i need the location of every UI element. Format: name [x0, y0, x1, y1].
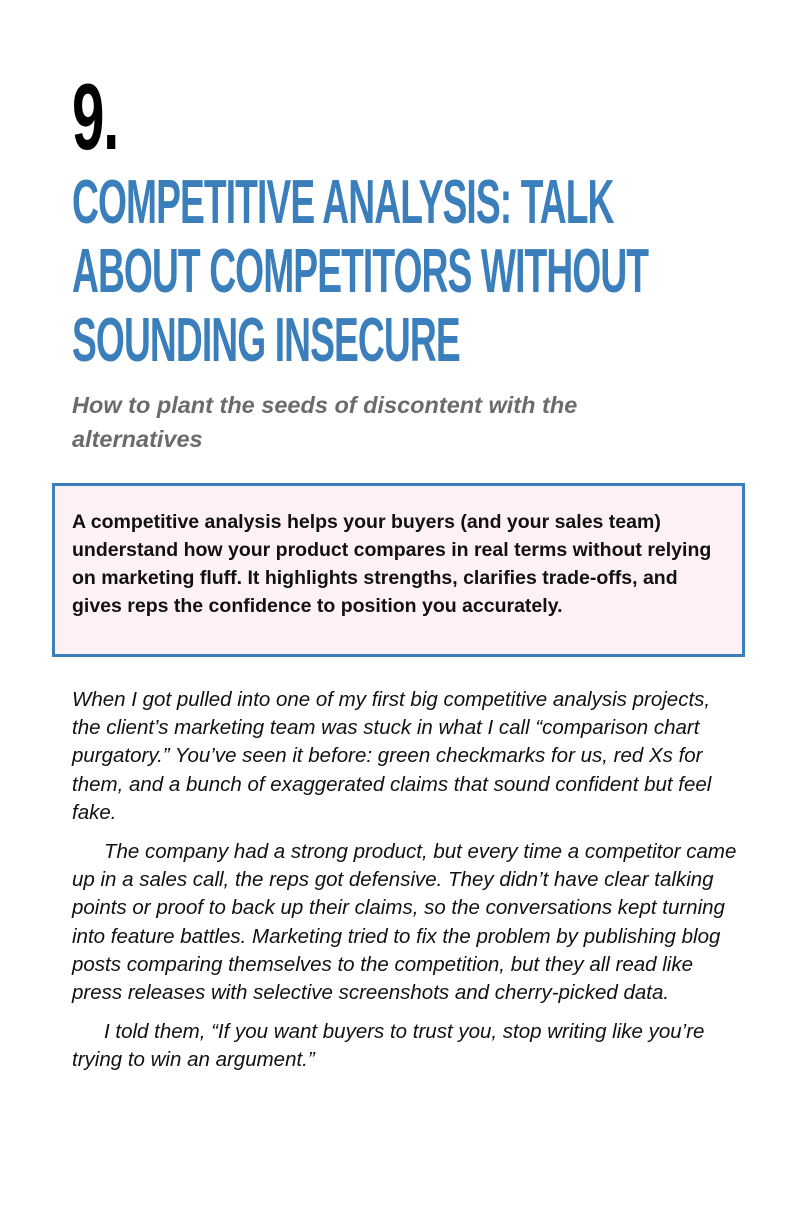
chapter-number: 9.	[72, 64, 119, 169]
summary-callout-text: A competitive analysis helps your buyers (and your sales team) understand how your product compares in real terms without relying on marketing fluff. It highlights strengths, clarifies trade-offs, and gives reps the confidence to position you accurately.	[72, 511, 712, 617]
chapter-header	[72, 64, 740, 456]
chapter-subtitle: How to plant the seeds of discontent with the alternatives	[72, 392, 578, 452]
body-paragraph-1: When I got pulled into one of my first big competitive analysis projects, the client’s marketing team was stuck in what I call “comparison chart purgatory.” You’ve seen it before: green checkmarks for us, red Xs for them, and a bunch of exaggerated claims that sound confident but feel fake.	[72, 688, 712, 824]
summary-callout-box	[52, 483, 745, 657]
body-text	[72, 686, 740, 1075]
body-paragraph-2: The company had a strong product, but every time a competitor came up in a sales call, the reps got defensive. They didn’t have clear talking points or proof to back up their claims, so the conversations kept turning into feature battles. Marketing tried to fix the problem by publishing blog posts comparing themselves to the competition, but they all read like press releases with selective screenshots and cherry-picked data.	[72, 840, 737, 1005]
body-paragraph-3: I told them, “If you want buyers to trust you, stop writing like you’re trying to win an argument.”	[72, 1020, 705, 1072]
chapter-title: COMPETITIVE ANALYSIS: TALK ABOUT COMPETITORS WITHOUT SOUNDING INSECURE	[72, 168, 649, 375]
